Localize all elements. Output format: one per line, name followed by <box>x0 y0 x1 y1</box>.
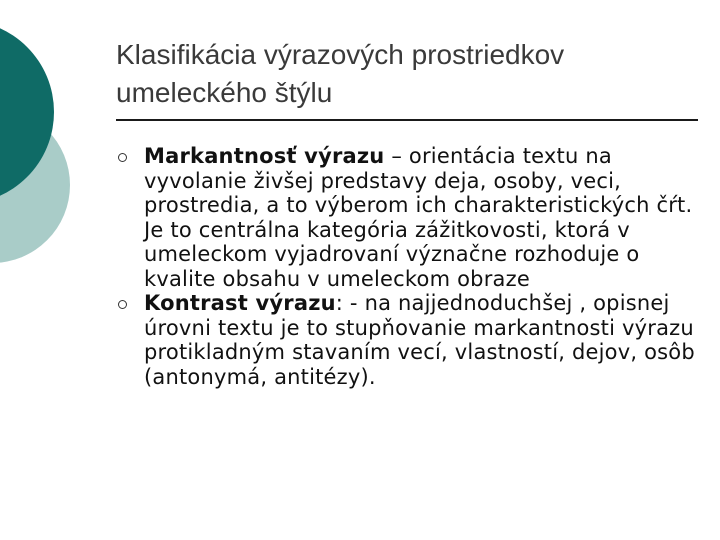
bullet-list <box>116 144 696 389</box>
bullet-text <box>144 291 696 389</box>
slide-title-line-1: Klasifikácia výrazových prostriedkov <box>116 39 565 70</box>
hollow-circle-bullet-icon <box>118 153 127 162</box>
bullet-description: : - na najjednoduchšej , opisnej úrovni textu je to stupňovanie markantnosti výrazu protikladným stavaním vecí, vlastností, dejov, osôb (antonymá, antitézy). <box>144 291 695 389</box>
hollow-circle-bullet-icon <box>118 300 127 309</box>
slide-title <box>116 36 696 112</box>
bullet-term: Kontrast výrazu <box>144 291 336 315</box>
title-divider <box>116 119 698 121</box>
decorative-circles-graphic <box>0 0 110 300</box>
bullet-description: – orientácia textu na vyvolanie živšej predstavy deja, osoby, veci, prostredia, a to výberom ich charakteristických čŕt. Je to centrálna kategória zážitkovosti, ktorá v umeleckom vyjadrovaní význačne rozhoduje o kvalite obsahu v umeleckom obraze <box>144 144 693 291</box>
bullet-text <box>144 144 696 291</box>
slide-title-line-2: umeleckého štýlu <box>116 77 333 108</box>
bullet-item-kontrast <box>116 291 696 389</box>
decorative-circles <box>0 0 110 300</box>
bullet-term: Markantnosť výrazu <box>144 144 385 168</box>
bullet-item-markantnost <box>116 144 696 291</box>
